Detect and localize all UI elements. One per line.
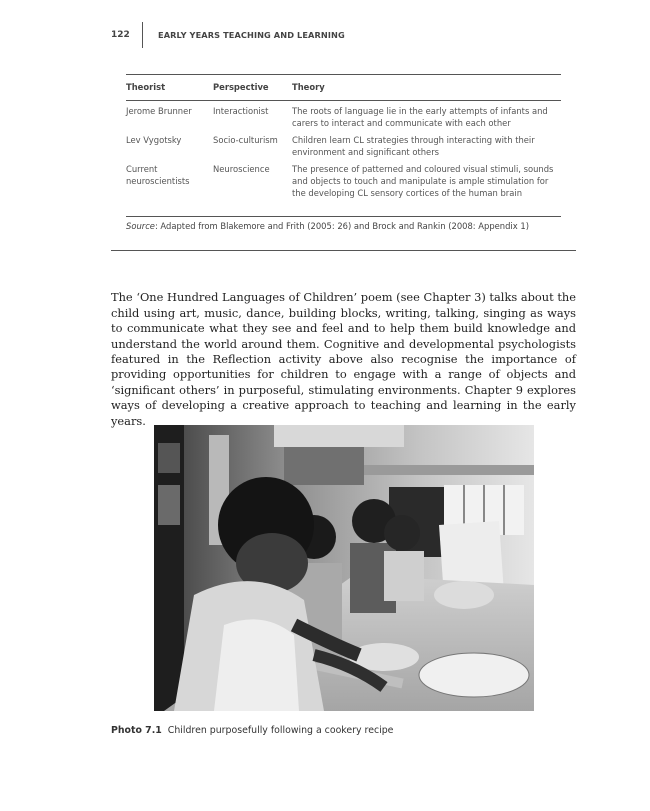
table-row [126, 134, 561, 163]
table-header [126, 74, 561, 101]
table-row [126, 105, 561, 134]
column-header-perspective: Perspective [213, 82, 269, 92]
running-title: EARLY YEARS TEACHING AND LEARNING [158, 30, 345, 40]
table-bottom-rule [126, 216, 561, 217]
cell-theory: The roots of language lie in the early attempts of infants and carers to interact and communicate with each other [292, 106, 548, 128]
body-paragraph: The ‘One Hundred Languages of Children’ poem (see Chapter 3) talks about the child using art, music, dance, building blocks, writing, talking, singing as ways to communicate what they see and feel and to help them build knowledge and understand the world around them. Cognitive and developmental psychologists featured in the Reflection activity above also recognise the importance of providing opportunities for children to engage with a range of objects and ‘significant others’ in purposeful, stimulating environments. Chapter 9 explores ways of developing a creative approach to teaching and learning in the early years. [111, 290, 576, 428]
cell-perspective: Neuroscience [213, 164, 270, 174]
caption-label: Photo 7.1 [111, 725, 162, 736]
column-header-theorist: Theorist [126, 82, 166, 92]
cookery-photo [154, 425, 534, 711]
table-row [126, 163, 561, 216]
source-label: Source [126, 221, 155, 231]
cell-perspective: Interactionist [213, 106, 269, 116]
caption-text: Children purposefully following a cookery recipe [167, 725, 394, 736]
page-number: 122 [111, 30, 130, 40]
cell-perspective: Socio-culturism [213, 135, 278, 145]
cell-theorist: Jerome Brunner [126, 106, 192, 116]
cell-theorist: Current neuroscientists [126, 164, 190, 186]
header-divider [142, 22, 143, 48]
theorists-table-box [111, 62, 576, 251]
cell-theory: Children learn CL strategies through interacting with their environment and significant others [292, 135, 535, 157]
theorists-table [126, 74, 561, 217]
cell-theorist: Lev Vygotsky [126, 135, 182, 145]
table-source-note [126, 221, 529, 231]
column-header-theory: Theory [292, 82, 325, 92]
cell-theory: The presence of patterned and coloured visual stimuli, sounds and objects to touch and manipulate is ample stimulation for the developing CL sensory cortices of the human brain [292, 164, 554, 198]
source-text: : Adapted from Blakemore and Frith (2005: 26) and Brock and Rankin (2008: Appendix 1) [154, 221, 529, 231]
photo-caption [111, 725, 393, 736]
